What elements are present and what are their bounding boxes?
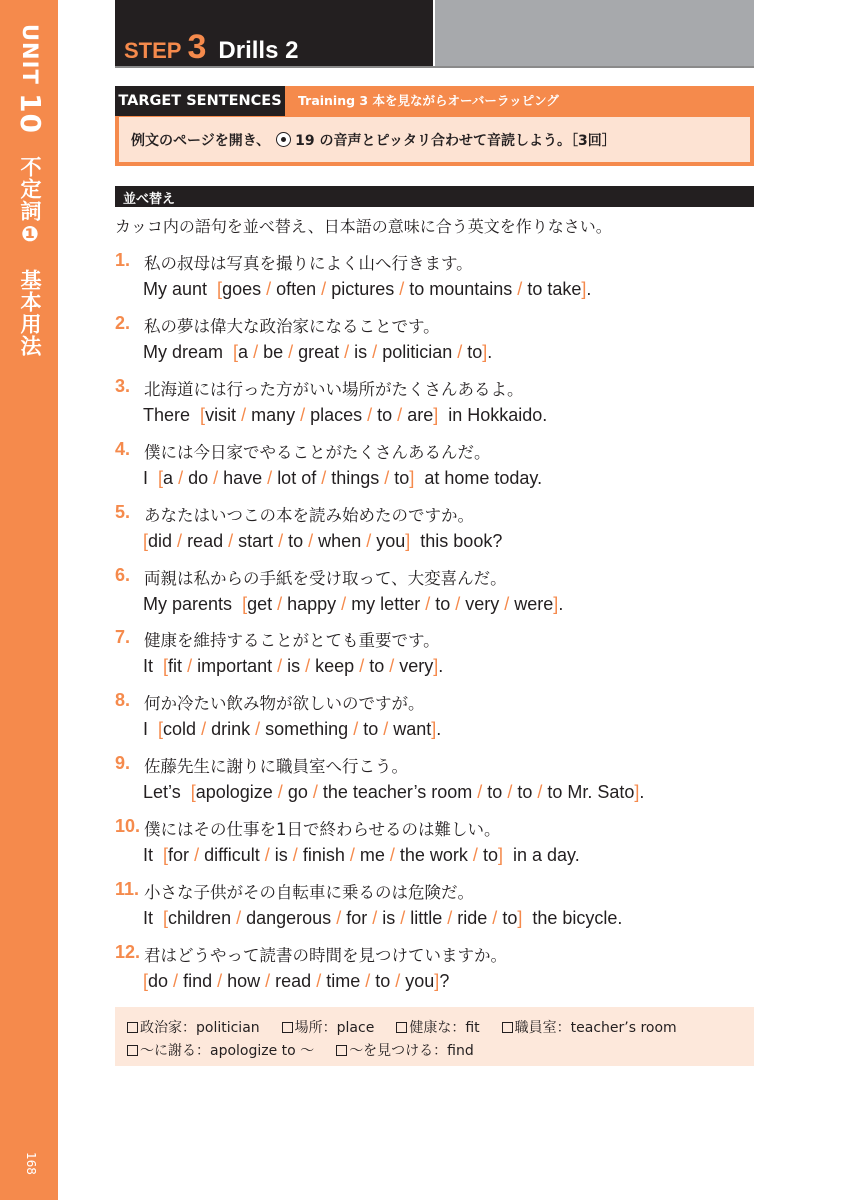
word-chip: to bbox=[467, 341, 483, 362]
question-japanese: 僕には今日家でやることがたくさんあるんだ。 bbox=[144, 442, 491, 462]
instruction-text-a: 例文のページを開き、 bbox=[131, 133, 271, 149]
word-chip: to bbox=[502, 908, 518, 928]
word-chip: read bbox=[275, 970, 312, 991]
slash-separator: / bbox=[512, 279, 528, 299]
word-chip: something bbox=[265, 719, 349, 740]
bracket-open-icon: [ bbox=[217, 279, 223, 299]
slash-separator: / bbox=[316, 279, 332, 299]
word-chip: politician bbox=[382, 341, 453, 362]
checkbox-icon bbox=[502, 1022, 513, 1033]
question-japanese: 私の叔母は写真を撮りによく山へ行きます。 bbox=[144, 254, 473, 273]
word-chip: apologize bbox=[195, 782, 273, 803]
slash-separator: / bbox=[316, 467, 332, 488]
word-chip: go bbox=[287, 782, 308, 803]
vocab-row-2 bbox=[127, 1040, 496, 1060]
sentence-suffix: ? bbox=[439, 970, 450, 991]
question-japanese: 両親は私からの手紙を受け取って、大変喜んだ。 bbox=[144, 568, 507, 588]
sentence-suffix: . bbox=[639, 782, 645, 803]
sentence-prefix: It bbox=[143, 845, 154, 866]
word-chip: to bbox=[517, 782, 533, 803]
section-intro: カッコ内の語句を並べ替え、日本語の意味に合う英文を作りなさい。 bbox=[115, 217, 612, 236]
slash-separator: / bbox=[231, 908, 247, 928]
checkbox-icon bbox=[282, 1022, 293, 1033]
sentence-prefix: My aunt bbox=[143, 279, 208, 299]
slash-separator: / bbox=[367, 908, 383, 928]
unit-number: 10 bbox=[14, 93, 47, 135]
question-english bbox=[143, 531, 502, 552]
vocab-text: 職員室：teacher’s room bbox=[514, 1020, 677, 1036]
slash-separator: / bbox=[532, 782, 548, 803]
word-chip: lot of bbox=[277, 467, 317, 488]
word-chip: very bbox=[465, 593, 500, 614]
slash-separator: / bbox=[273, 530, 289, 551]
slash-separator: / bbox=[344, 845, 360, 866]
word-chip: happy bbox=[287, 593, 337, 614]
slash-separator: / bbox=[420, 593, 436, 614]
slash-separator: / bbox=[394, 279, 410, 299]
question-number: 12. bbox=[115, 941, 141, 962]
word-chip: difficult bbox=[204, 845, 260, 866]
word-chip: have bbox=[223, 467, 263, 488]
question-number: 11. bbox=[115, 879, 140, 899]
slash-separator: / bbox=[196, 719, 212, 740]
audio-disc-icon bbox=[276, 132, 291, 147]
bracket-open-icon: [ bbox=[242, 593, 248, 614]
vocab-text: 〜を見つける：find bbox=[349, 1043, 474, 1059]
sentence-prefix: My parents bbox=[143, 593, 233, 614]
word-chip: time bbox=[326, 970, 361, 991]
word-chip: drink bbox=[211, 719, 251, 740]
question-japanese: 僕にはその仕事を1日で終わらせるのは難しい。 bbox=[144, 820, 501, 840]
sentence-prefix: Let’s bbox=[143, 782, 181, 803]
question-item bbox=[115, 439, 755, 499]
sentence-suffix: this book? bbox=[420, 530, 503, 551]
slash-separator: / bbox=[499, 593, 515, 614]
word-chip: get bbox=[247, 593, 273, 614]
word-chip: dangerous bbox=[246, 908, 332, 928]
bracket-open-icon: [ bbox=[143, 970, 149, 991]
word-chip: a bbox=[163, 467, 174, 488]
unit-topic: 不定詞❶ 基本用法 bbox=[18, 156, 42, 358]
word-chip: for bbox=[346, 908, 368, 928]
sentence-prefix: I bbox=[143, 467, 149, 488]
word-chip: to bbox=[435, 593, 451, 614]
slash-separator: / bbox=[367, 341, 383, 362]
slash-separator: / bbox=[259, 845, 275, 866]
slash-separator: / bbox=[395, 908, 411, 928]
word-chip: places bbox=[310, 404, 363, 425]
vocab-item bbox=[127, 1043, 314, 1059]
word-chip: did bbox=[148, 530, 173, 551]
word-chip: do bbox=[148, 970, 169, 991]
slash-separator: / bbox=[303, 530, 319, 551]
bracket-open-icon: [ bbox=[200, 404, 206, 425]
bracket-open-icon: [ bbox=[158, 719, 164, 740]
question-number: 6. bbox=[115, 564, 131, 585]
slash-separator: / bbox=[339, 341, 355, 362]
question-english bbox=[143, 782, 644, 803]
question-english bbox=[143, 594, 563, 615]
question-item bbox=[115, 313, 755, 373]
slash-separator: / bbox=[212, 970, 228, 991]
sentence-prefix: It bbox=[143, 656, 154, 677]
slash-separator: / bbox=[467, 845, 483, 866]
vocab-text: 健康な：fit bbox=[409, 1020, 480, 1036]
word-chip: a bbox=[238, 341, 249, 362]
question-item bbox=[115, 502, 755, 562]
sentence-suffix: in Hokkaido. bbox=[448, 404, 548, 425]
sentence-prefix: I bbox=[143, 719, 149, 740]
word-chip: fit bbox=[168, 656, 183, 677]
slash-separator: / bbox=[262, 467, 278, 488]
word-chip: children bbox=[168, 908, 232, 928]
checkbox-icon bbox=[396, 1022, 407, 1033]
vocab-box bbox=[115, 1007, 754, 1066]
question-item bbox=[115, 879, 755, 939]
question-item bbox=[115, 376, 755, 436]
slash-separator: / bbox=[173, 467, 189, 488]
bracket-close-icon: ] bbox=[517, 908, 523, 928]
target-sentences-label: TARGET SENTENCES bbox=[115, 86, 285, 116]
sentence-prefix: There bbox=[143, 404, 191, 425]
slash-separator: / bbox=[331, 908, 347, 928]
slash-separator: / bbox=[348, 719, 364, 740]
slash-separator: / bbox=[250, 719, 266, 740]
word-chip: often bbox=[276, 279, 317, 299]
sentence-suffix: . bbox=[558, 593, 564, 614]
question-english bbox=[143, 656, 443, 677]
sentence-suffix: in a day. bbox=[512, 845, 580, 866]
question-english bbox=[143, 279, 591, 300]
slash-separator: / bbox=[390, 970, 406, 991]
bracket-open-icon: [ bbox=[163, 908, 169, 928]
slash-separator: / bbox=[295, 404, 311, 425]
bracket-close-icon: ] bbox=[634, 782, 640, 803]
vocab-item bbox=[502, 1020, 677, 1036]
question-item bbox=[115, 816, 755, 876]
slash-separator: / bbox=[287, 845, 303, 866]
word-chip: my letter bbox=[351, 593, 421, 614]
word-chip: how bbox=[227, 970, 261, 991]
question-number: 3. bbox=[115, 375, 131, 396]
word-chip: were bbox=[514, 593, 554, 614]
question-english bbox=[143, 908, 622, 929]
question-japanese: 私の夢は偉大な政治家になることです。 bbox=[144, 316, 440, 336]
sentence-suffix: . bbox=[438, 656, 444, 677]
bracket-close-icon: ] bbox=[433, 656, 439, 677]
slash-separator: / bbox=[182, 656, 198, 677]
bracket-close-icon: ] bbox=[482, 341, 488, 362]
bracket-close-icon: ] bbox=[433, 404, 439, 425]
header-grey-block bbox=[435, 0, 754, 68]
step-number: 3 bbox=[187, 28, 207, 66]
target-sentences-box bbox=[115, 86, 754, 166]
drills-label: Drills 2 bbox=[218, 37, 299, 64]
bracket-close-icon: ] bbox=[431, 719, 437, 740]
slash-separator: / bbox=[272, 656, 288, 677]
word-chip: to Mr. Sato bbox=[547, 782, 635, 803]
slash-separator: / bbox=[283, 341, 299, 362]
word-chip: the teacher’s room bbox=[322, 782, 473, 803]
question-item bbox=[115, 565, 755, 625]
word-chip: start bbox=[238, 530, 274, 551]
question-english bbox=[143, 845, 580, 866]
checkbox-icon bbox=[127, 1045, 138, 1056]
word-chip: pictures bbox=[331, 279, 395, 299]
question-japanese: 北海道には行った方がいい場所がたくさんあるよ。 bbox=[144, 379, 524, 399]
slash-separator: / bbox=[384, 845, 400, 866]
slash-separator: / bbox=[384, 656, 400, 677]
word-chip: things bbox=[331, 467, 380, 488]
bracket-close-icon: ] bbox=[497, 845, 503, 866]
question-number: 4. bbox=[115, 438, 131, 459]
word-chip: is bbox=[382, 908, 396, 928]
slash-separator: / bbox=[361, 530, 377, 551]
question-number: 7. bbox=[115, 627, 131, 648]
slash-separator: / bbox=[248, 341, 264, 362]
word-chip: ride bbox=[457, 908, 488, 928]
question-item bbox=[115, 753, 755, 813]
page-number: 168 bbox=[24, 1152, 38, 1175]
word-chip: goes bbox=[222, 279, 262, 299]
bracket-close-icon: ] bbox=[409, 467, 415, 488]
slash-separator: / bbox=[472, 782, 488, 803]
word-chip: do bbox=[188, 467, 209, 488]
header-title bbox=[124, 28, 298, 67]
slash-separator: / bbox=[450, 593, 466, 614]
slash-separator: / bbox=[168, 970, 184, 991]
question-number: 8. bbox=[115, 690, 131, 711]
sentence-prefix: It bbox=[143, 908, 154, 928]
sentence-suffix: . bbox=[487, 341, 493, 362]
sentence-suffix: the bicycle. bbox=[532, 908, 623, 928]
question-english bbox=[143, 342, 492, 363]
question-english bbox=[143, 405, 547, 426]
checkbox-icon bbox=[127, 1022, 138, 1033]
word-chip: to bbox=[394, 467, 410, 488]
word-chip: important bbox=[197, 656, 273, 677]
question-japanese: あなたはいつこの本を読み始めたのですか。 bbox=[144, 505, 474, 525]
slash-separator: / bbox=[502, 782, 518, 803]
vocab-item bbox=[396, 1020, 479, 1036]
vocab-item bbox=[127, 1020, 260, 1036]
target-instruction-box bbox=[119, 117, 750, 162]
word-chip: to bbox=[377, 404, 393, 425]
slash-separator: / bbox=[272, 593, 288, 614]
slash-separator: / bbox=[487, 908, 503, 928]
bracket-close-icon: ] bbox=[405, 530, 411, 551]
question-number: 2. bbox=[115, 312, 131, 333]
word-chip: read bbox=[187, 530, 224, 551]
word-chip: you bbox=[405, 970, 435, 991]
slash-separator: / bbox=[360, 970, 376, 991]
word-chip: cold bbox=[163, 719, 197, 740]
word-chip: great bbox=[298, 341, 340, 362]
instruction-text-b: 19 の音声とピッタリ合わせて音読しよう。［3回］ bbox=[295, 133, 616, 149]
word-chip: is bbox=[354, 341, 368, 362]
slash-separator: / bbox=[336, 593, 352, 614]
question-item bbox=[115, 250, 755, 310]
slash-separator: / bbox=[208, 467, 224, 488]
target-instruction bbox=[131, 130, 616, 150]
unit-title bbox=[14, 24, 47, 357]
bracket-open-icon: [ bbox=[233, 341, 239, 362]
bracket-close-icon: ] bbox=[581, 279, 587, 299]
question-number: 1. bbox=[115, 250, 131, 270]
slash-separator: / bbox=[452, 341, 468, 362]
word-chip: to bbox=[363, 719, 379, 740]
slash-separator: / bbox=[311, 970, 327, 991]
question-japanese: 何か冷たい飲み物が欲しいのですが。 bbox=[144, 694, 425, 714]
slash-separator: / bbox=[172, 530, 188, 551]
sentence-suffix: . bbox=[586, 279, 592, 299]
question-english bbox=[143, 468, 542, 489]
word-chip: the work bbox=[399, 845, 468, 866]
bracket-close-icon: ] bbox=[553, 593, 559, 614]
slash-separator: / bbox=[379, 467, 395, 488]
question-english bbox=[143, 719, 441, 740]
word-chip: to take bbox=[527, 279, 582, 299]
vocab-text: 政治家：politician bbox=[140, 1020, 260, 1036]
slash-separator: / bbox=[442, 908, 458, 928]
question-japanese: 小さな子供がその自転車に乗るのは危険だ。 bbox=[144, 883, 474, 902]
word-chip: to mountains bbox=[409, 279, 513, 299]
slash-separator: / bbox=[223, 530, 239, 551]
question-item bbox=[115, 690, 755, 750]
vocab-text: 〜に謝る：apologize to 〜 bbox=[140, 1043, 315, 1059]
word-chip: finish bbox=[302, 845, 345, 866]
question-english bbox=[143, 971, 449, 992]
word-chip: little bbox=[410, 908, 443, 928]
word-chip: is bbox=[274, 845, 288, 866]
word-chip: want bbox=[393, 719, 432, 740]
unit-label: UNIT bbox=[18, 24, 42, 85]
word-chip: when bbox=[318, 530, 362, 551]
word-chip: keep bbox=[315, 656, 355, 677]
question-japanese: 君はどうやって読書の時間を見つけていますか。 bbox=[144, 945, 507, 965]
slash-separator: / bbox=[260, 970, 276, 991]
sentence-suffix: . bbox=[436, 719, 442, 740]
checkbox-icon bbox=[336, 1045, 347, 1056]
training-label: Training 3 本を見ながらオーバーラッピング bbox=[298, 93, 559, 108]
word-chip: many bbox=[251, 404, 296, 425]
step-label: STEP bbox=[124, 38, 182, 63]
question-number: 9. bbox=[115, 753, 131, 774]
word-chip: to bbox=[375, 970, 391, 991]
vocab-row-1 bbox=[127, 1017, 699, 1037]
word-chip: to bbox=[369, 656, 385, 677]
bracket-open-icon: [ bbox=[158, 467, 164, 488]
slash-separator: / bbox=[300, 656, 316, 677]
word-chip: is bbox=[287, 656, 301, 677]
section-bar bbox=[115, 186, 754, 207]
question-japanese: 健康を維持することがとても重要です。 bbox=[144, 631, 440, 651]
slash-separator: / bbox=[272, 782, 288, 803]
vocab-item bbox=[282, 1020, 375, 1036]
vocab-item bbox=[336, 1043, 474, 1059]
question-item bbox=[115, 942, 755, 1002]
word-chip: visit bbox=[205, 404, 237, 425]
word-chip: me bbox=[359, 845, 385, 866]
slash-separator: / bbox=[236, 404, 252, 425]
bracket-open-icon: [ bbox=[190, 782, 196, 803]
slash-separator: / bbox=[392, 404, 408, 425]
side-band bbox=[0, 0, 58, 1200]
bracket-close-icon: ] bbox=[434, 970, 440, 991]
bracket-open-icon: [ bbox=[143, 530, 149, 551]
bracket-open-icon: [ bbox=[163, 845, 169, 866]
section-title: 並べ替え bbox=[123, 192, 176, 207]
slash-separator: / bbox=[362, 404, 378, 425]
slash-separator: / bbox=[307, 782, 323, 803]
word-chip: very bbox=[399, 656, 434, 677]
sentence-prefix: My dream bbox=[143, 341, 224, 362]
slash-separator: / bbox=[354, 656, 370, 677]
slash-separator: / bbox=[261, 279, 277, 299]
question-number: 5. bbox=[115, 501, 131, 522]
slash-separator: / bbox=[189, 845, 205, 866]
word-chip: to bbox=[482, 845, 498, 866]
slash-separator: / bbox=[378, 719, 394, 740]
bracket-open-icon: [ bbox=[163, 656, 169, 677]
word-chip: be bbox=[263, 341, 284, 362]
word-chip: to bbox=[288, 530, 304, 551]
word-chip: are bbox=[407, 404, 434, 425]
word-chip: you bbox=[376, 530, 406, 551]
word-chip: to bbox=[487, 782, 503, 803]
word-chip: find bbox=[183, 970, 213, 991]
word-chip: for bbox=[168, 845, 190, 866]
sentence-suffix: at home today. bbox=[424, 467, 543, 488]
question-number: 10. bbox=[115, 816, 141, 837]
vocab-text: 場所：place bbox=[294, 1020, 375, 1036]
question-japanese: 佐藤先生に謝りに職員室へ行こう。 bbox=[144, 757, 408, 777]
question-item bbox=[115, 627, 755, 687]
